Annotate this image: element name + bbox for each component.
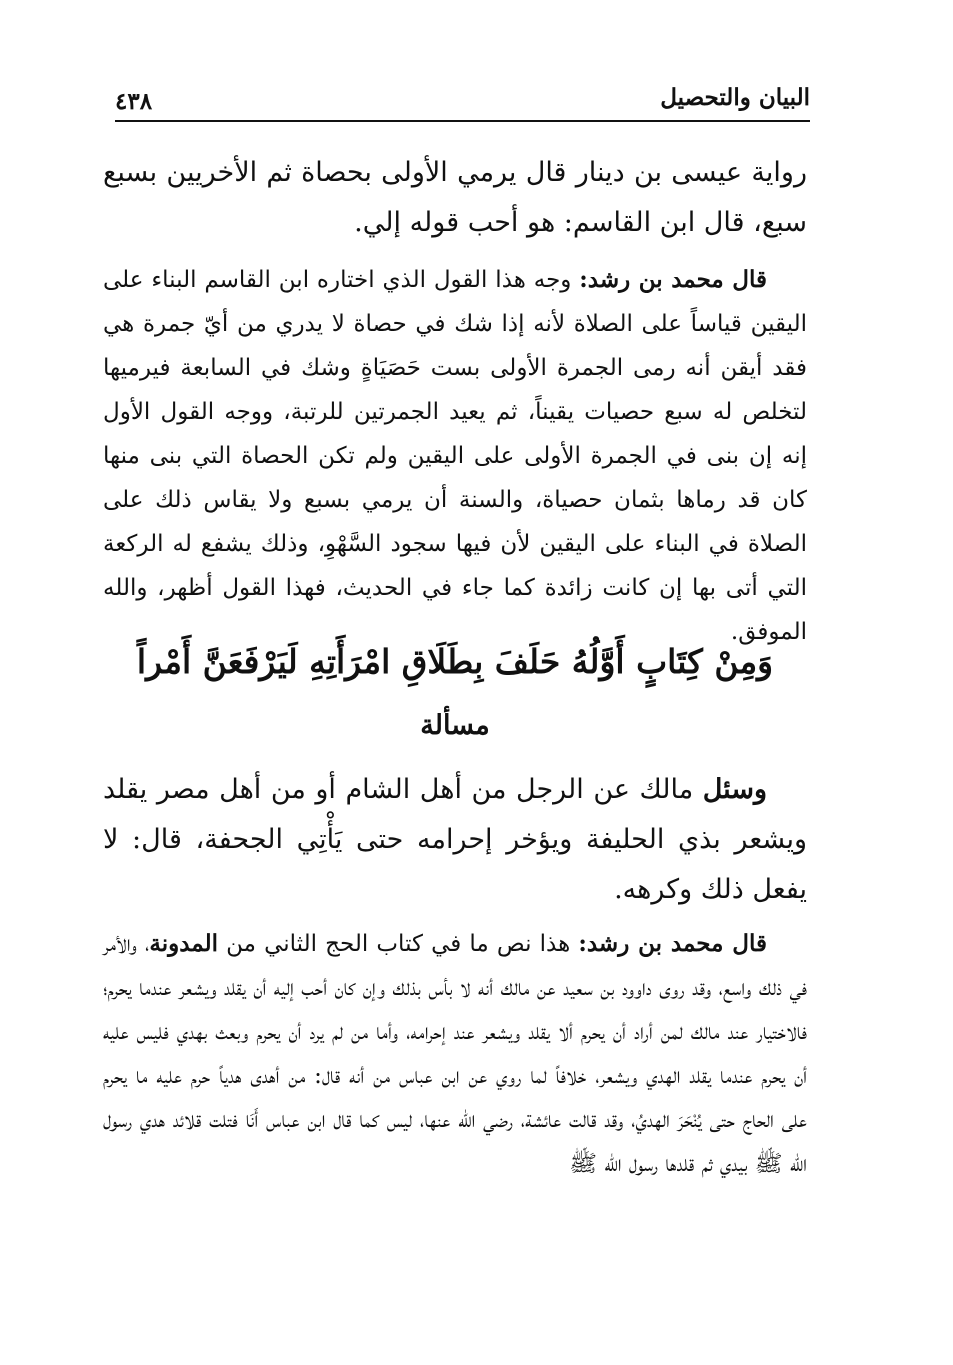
commentary-lead: قال محمد بن رشد: [579,266,768,293]
paragraph-question [103,765,807,915]
running-title: البيان والتحصيل [660,84,810,111]
paragraph-text: هذا نص ما في كتاب الحج الثاني من [217,931,579,957]
paragraph-text: ، والأمر في ذلك واسع، وقد روى داوود بن سعيد عن مالك أنه لا بأس بذلك وإن كان أحب إليه أن يقلد ويشعر عندما يحرم؛ فالاختيار عند مالك لمن أراد أن يحرم ألا يقلد ويشعر عند إحرامه، وأما من لم يرد أن يحرم وبعث بهدي فليس عليه أن يحرم عندما يقلد الهدي ويشعر، خلافاً لما روي عن ابن عباس من أنه قال: من أهدى هدياً حرم عليه ما يحرم على الحاج حتى يُنْحَرَ الهديُ، وقد قالت عائشة، رضي الله عنها، ليس كما قال ابن عباس أَنَا فتلت قلائد هدي رسول الله ﷺ بيدي ثم قلدها رسول الله ﷺ [103,931,807,1177]
paragraph-commentary-2 [103,922,807,1186]
header-rule [115,120,810,122]
running-header [115,78,810,122]
page-number: ٤٣٨ [115,88,153,115]
question-lead: وسئل [702,774,767,805]
paragraph-commentary-1 [103,258,807,654]
chapter-heading: وَمِنْ كِتَابٍ أَوَّلُهُ حَلَفَ بِطَلَاقِ امْرَأَتِهِ لَيَرْفَعَنَّ أَمْراً [136,642,774,681]
commentary-lead: قال محمد بن رشد: [578,930,767,957]
paragraph-text: رواية عيسى بن دينار قال يرمي الأولى بحصاة ثم الأخريين بسبع سبع، قال ابن القاسم: هو أحب قوله إلي. [103,157,807,238]
paragraph-text: مالك عن الرجل من أهل الشام أو من أهل مصر يقلد ويشعر بذي الحليفة ويؤخر إحرامه حتى يَأْتِي الجحفة، قال: لا يفعل ذلك وكرهه. [103,774,807,905]
section-heading: مسألة [420,710,490,741]
book-title-term: المدونة [149,930,218,957]
paragraph-text: وجه هذا القول الذي اختاره ابن القاسم البناء على اليقين قياساً على الصلاة لأنه إذا شك في حصاة لا يدري من أيّ جمرة هي فقد أيقن أنه رمى الجمرة الأولى بست حَصَيَاةٍ وشك في السابعة فيرميها لتخلص له سبع حصيات يقيناً، ثم يعيد الجمرتين للرتبة، ووجه القول الأول إنه إن بنى في الجمرة الأولى على اليقين ولم تكن الحصاة التي بنى منها كان قد رماها بثمان حصياة، والسنة أن يرمي بسبع ولا يقاس ذلك على الصلاة في البناء على اليقين لأن فيها سجود السَّهْوِ، وذلك يشفع له الركعة التي أتى بها إن كانت زائدة كما جاء في الحديث، فهذا القول أظهر، والله الموفق. [103,267,807,645]
paragraph-riwaya [103,148,807,248]
